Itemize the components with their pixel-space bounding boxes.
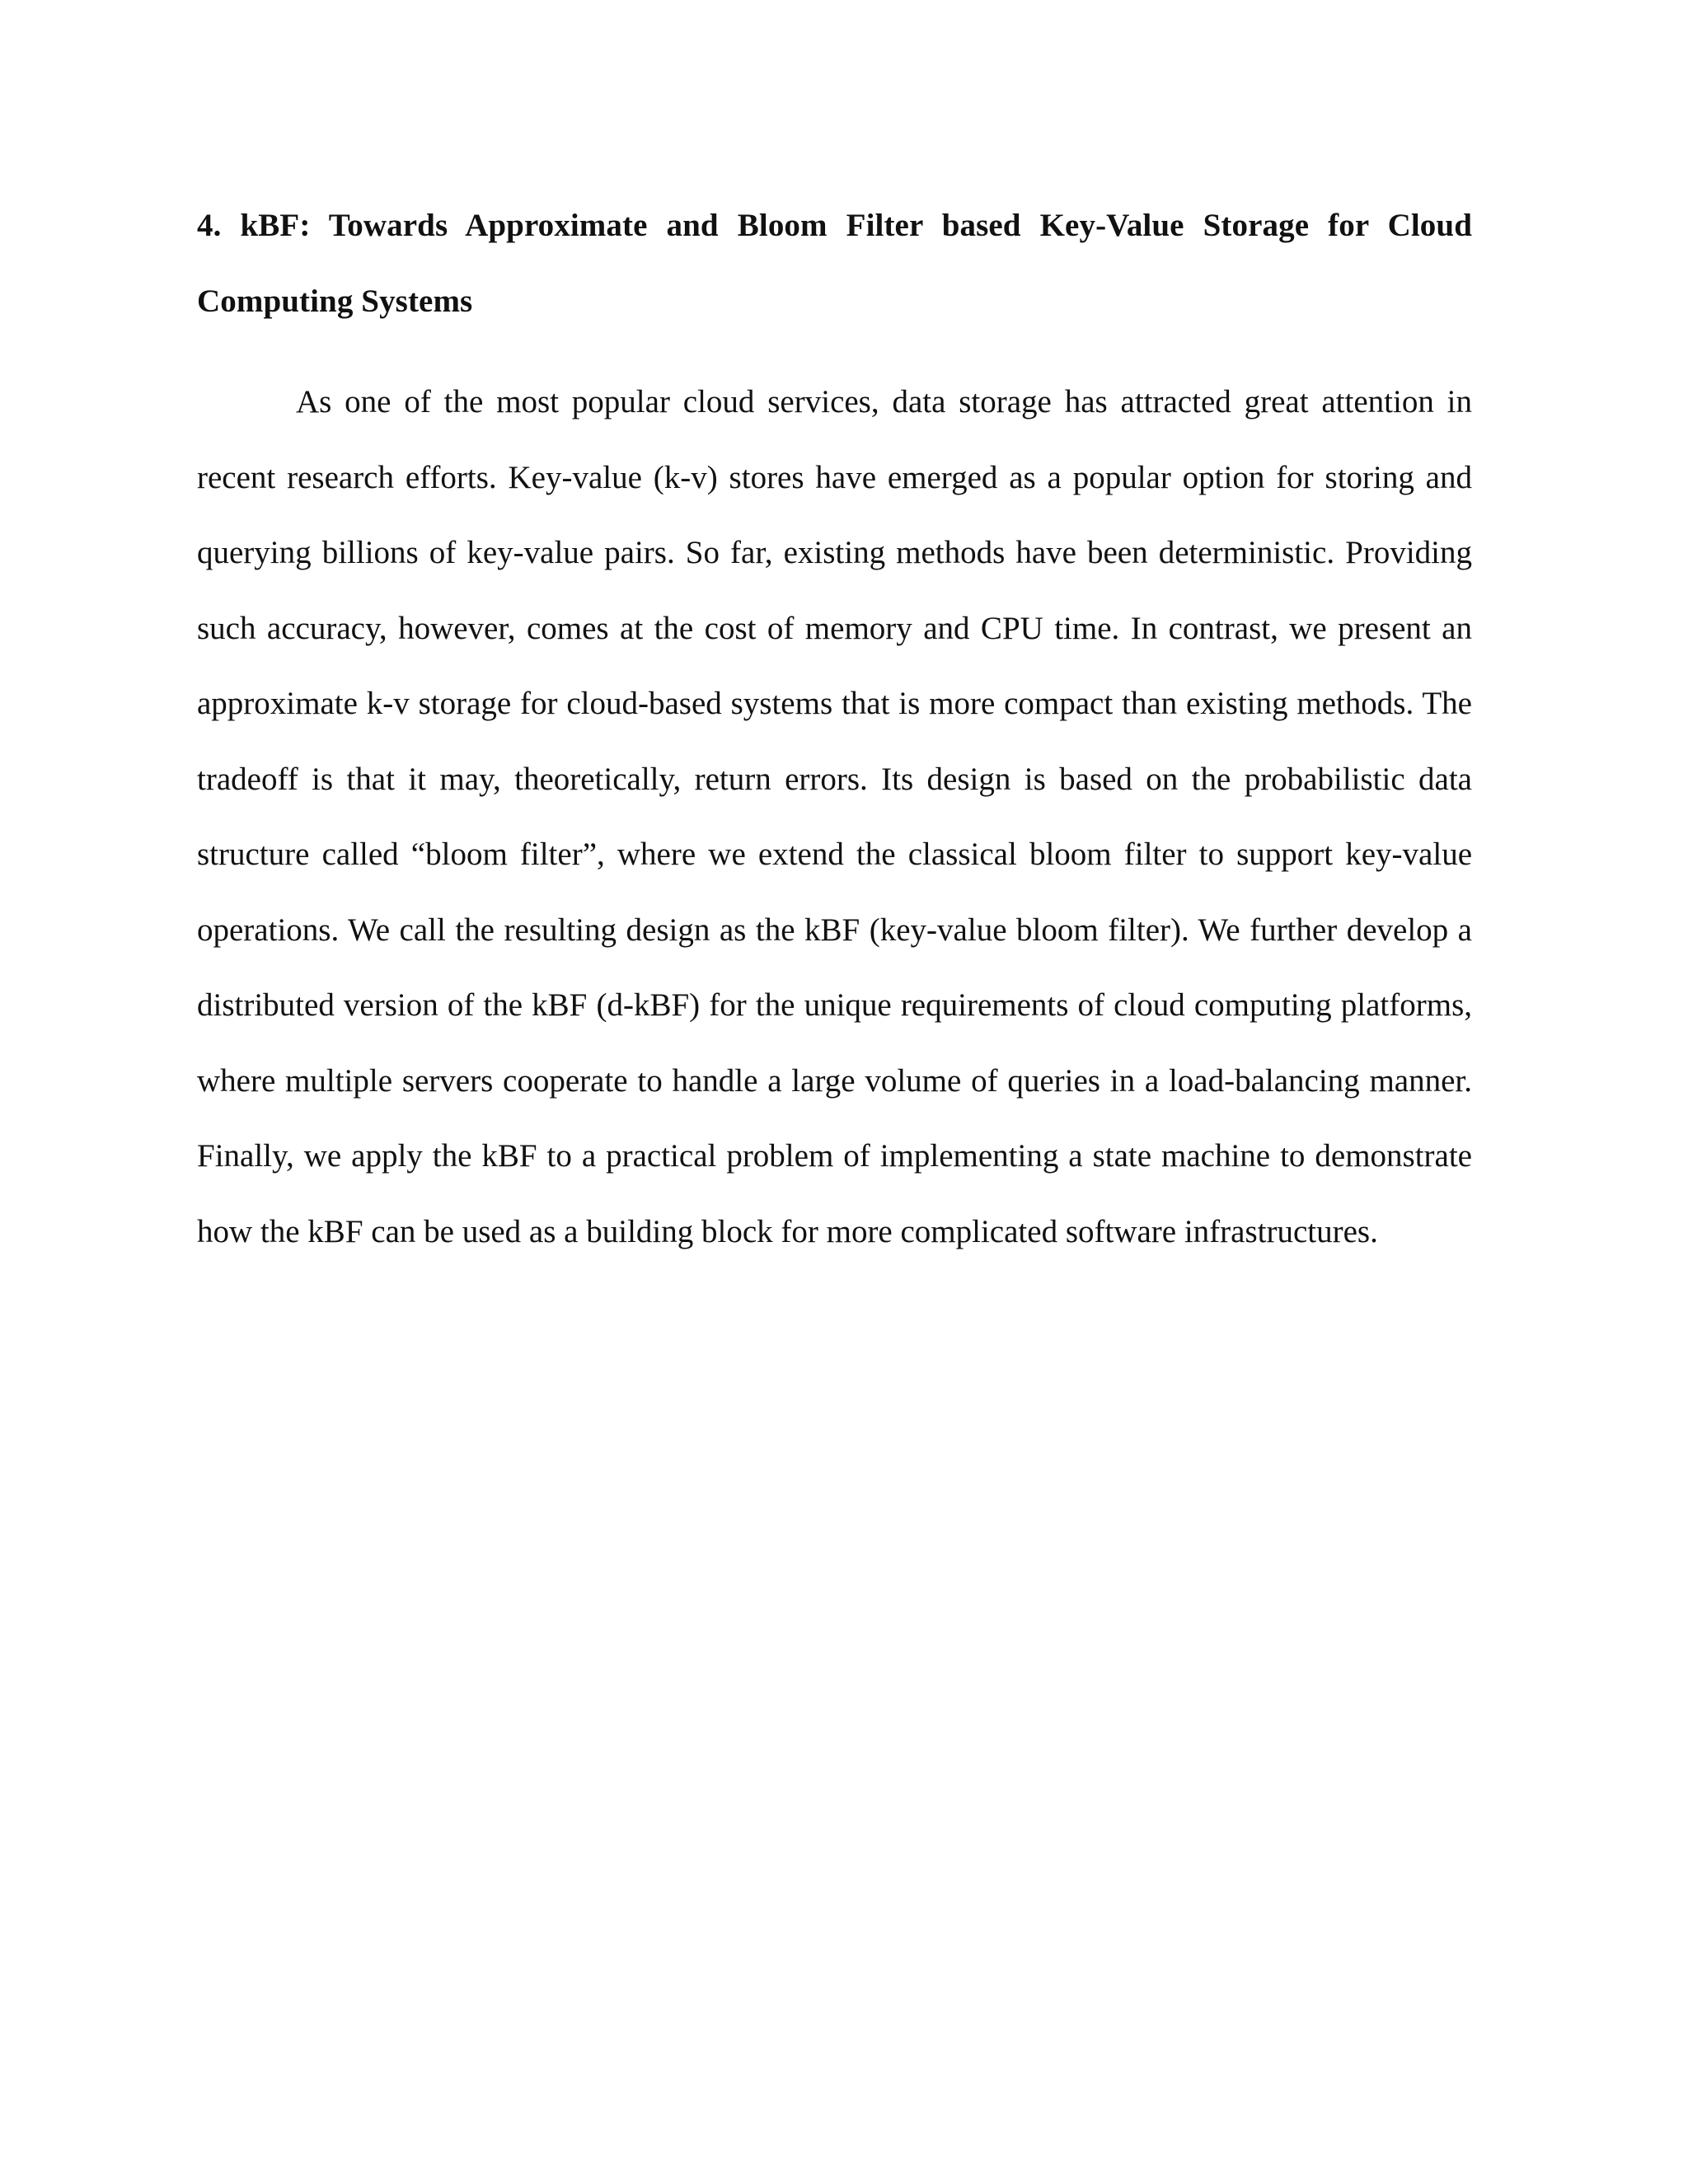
page-content [197, 188, 1472, 1269]
section-title: 4. kBF: Towards Approximate and Bloom Filter based Key-Value Storage for Cloud Computing Systems [197, 208, 1472, 319]
abstract-paragraph: As one of the most popular cloud services, data storage has attracted great attention in recent research efforts. Key-value (k-v) stores have emerged as a popular option for storing and querying billions of key-value pairs. So far, existing methods have been deterministic. Providing such accuracy, however, comes at the cost of memory and CPU time. In contrast, we present an approximate k-v storage for cloud-based systems that is more compact than existing methods. The tradeoff is that it may, theoretically, return errors. Its design is based on the probabilistic data structure called “bloom filter”, where we extend the classical bloom filter to support key-value operations. We call the resulting design as the kBF (key-value bloom filter). We further develop a distributed version of the kBF (d-kBF) for the unique requirements of cloud computing platforms, where multiple servers cooperate to handle a large volume of queries in a load-balancing manner. Finally, we apply the kBF to a practical problem of implementing a state machine to demonstrate how the kBF can be used as a building block for more complicated software infrastructures. [197, 384, 1472, 1249]
